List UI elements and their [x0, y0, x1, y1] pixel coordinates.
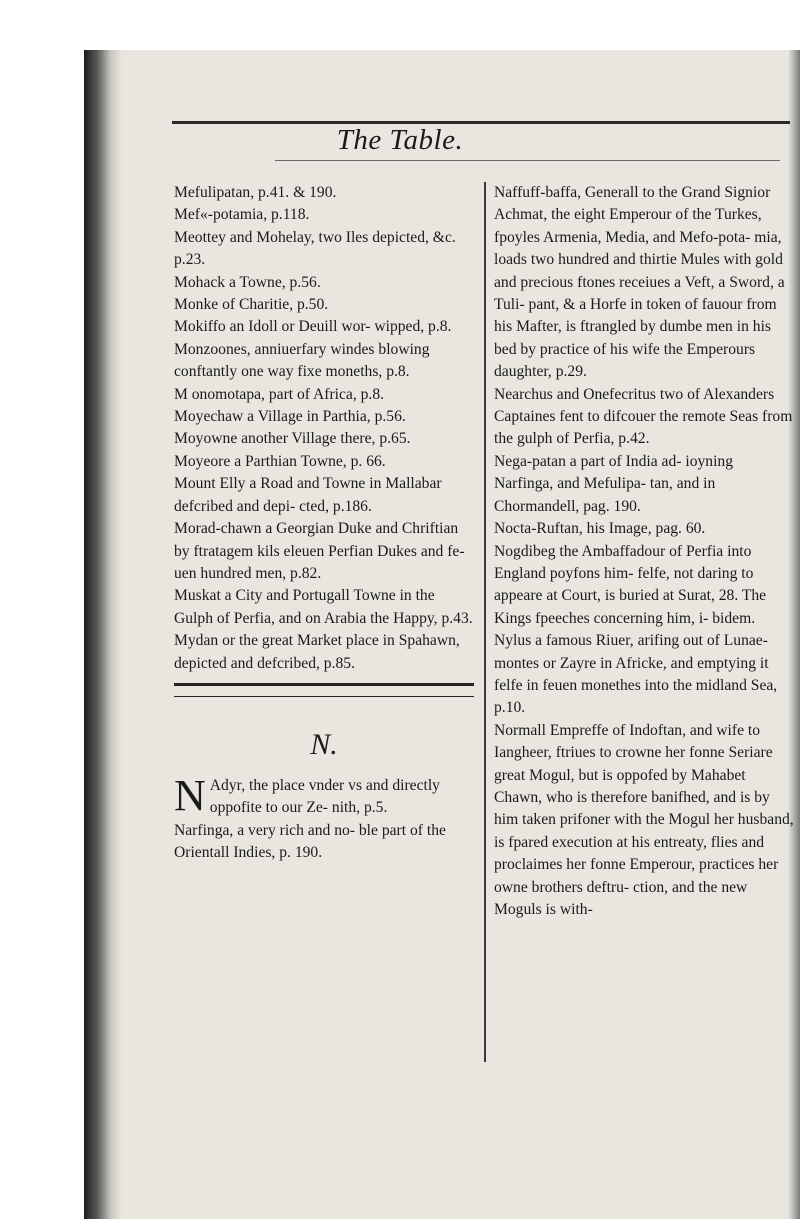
index-entry: Nega-patan a part of India ad- ioyning Narfinga, and Mefulipa- tan, and in Chormandell, pag. 190. [494, 452, 734, 515]
page-title: The Table. [336, 124, 464, 156]
index-entry: Moyechaw a Village in Parthia, p.56. [174, 408, 406, 426]
section-monogram: N. [310, 727, 338, 761]
index-entry: Mokiffo an Idoll or Deuill wor- wipped, p.8. [174, 318, 452, 336]
index-entry: Nogdibeg the Ambaffadour of Perfia into England poyfons him- felfe, not daring to appeare at Court, is buried at Surat, 28. The Kings fpeeches concerning him, i- bidem. [494, 542, 767, 627]
drop-cap: N [174, 770, 206, 820]
section-rule [174, 683, 474, 697]
index-entry: Monzoones, anniuerfary windes blowing conftantly one way fixe moneths, p.8. [174, 340, 430, 381]
index-entry: Mohack a Towne, p.56. [174, 273, 321, 291]
index-entry: M onomotapa, part of Africa, p.8. [174, 385, 385, 403]
right-column [494, 182, 794, 921]
index-entry: Morad-chawn a Georgian Duke and Chriftian by ftratagem kils eleuen Perfian Dukes and fe- uen hundred men, p.82. [174, 520, 465, 582]
index-entry: Mefulipatan, p.41. & 190. [174, 184, 337, 201]
index-entry: Mef«-potamia, p.118. [174, 206, 310, 224]
index-entry: Muskat a City and Portugall Towne in the Gulph of Perfia, and on Arabia the Happy, p.43. [174, 587, 473, 627]
index-entry: Moyeore a Parthian Towne, p. 66. [174, 452, 386, 470]
index-entry: Naffuff-baffa, Generall to the Grand Signior Achmat, the eight Emperour of the Turkes, fpoyles Armenia, Media, and Mefo-pota- mia, loads two hundred and thirtie Mules with gold and precious ftones receiues a Veft, a Sword, a Tuli- pant, & a Horfe in token of fauour from his Mafter, is ftrangled by dumbe men in his bed by practice of his wife the Emperours daughter, p.29. [494, 184, 785, 381]
left-column [174, 182, 474, 865]
index-entry [174, 770, 474, 820]
index-entry: Nocta-Ruftan, his Image, pag. 60. [494, 520, 706, 538]
index-entry: Nylus a famous Riuer, arifing out of Lunae-montes or Zayre in Africke, and emptying it felfe in feuen monethes into the midland Sea, p.10. [494, 632, 778, 717]
header-rule [275, 160, 780, 161]
book-spine-shadow [84, 50, 122, 1219]
index-entry: Normall Empreffe of Indoftan, and wife to Iangheer, ftriues to crowne her fonne Seriare great Mogul, but is oppofed by Mahabet Chawn, who is therefore banifhed, and is by him taken prifoner with the Mogul her husband, is fpared execution at his entreaty, flies and proclaimes her fonne Emperour, practices her owne brothers deftru- ction, and the new Moguls is with- [494, 721, 794, 918]
index-entry-text: Adyr, the place vnder vs and directly oppofite to our Ze- nith, p.5. [209, 776, 440, 817]
index-entry: Monke of Charitie, p.50. [174, 296, 329, 314]
index-entry: Mount Elly a Road and Towne in Mallabar defcribed and depi- cted, p.186. [174, 475, 442, 515]
index-entry: Mydan or the great Market place in Spahawn, depicted and defcribed, p.85. [174, 632, 460, 672]
column-divider [484, 182, 486, 1062]
index-entry: Narfinga, a very rich and no- ble part of the Orientall Indies, p. 190. [174, 821, 446, 862]
index-entry: Nearchus and Onefecritus two of Alexanders Captaines fent to difcouer the remote Seas from the gulph of Perfia, p.42. [494, 385, 793, 448]
index-entry: Moyowne another Village there, p.65. [174, 430, 411, 448]
index-entry: Meottey and Mohelay, two Iles depicted, &c. p.23. [174, 228, 456, 269]
